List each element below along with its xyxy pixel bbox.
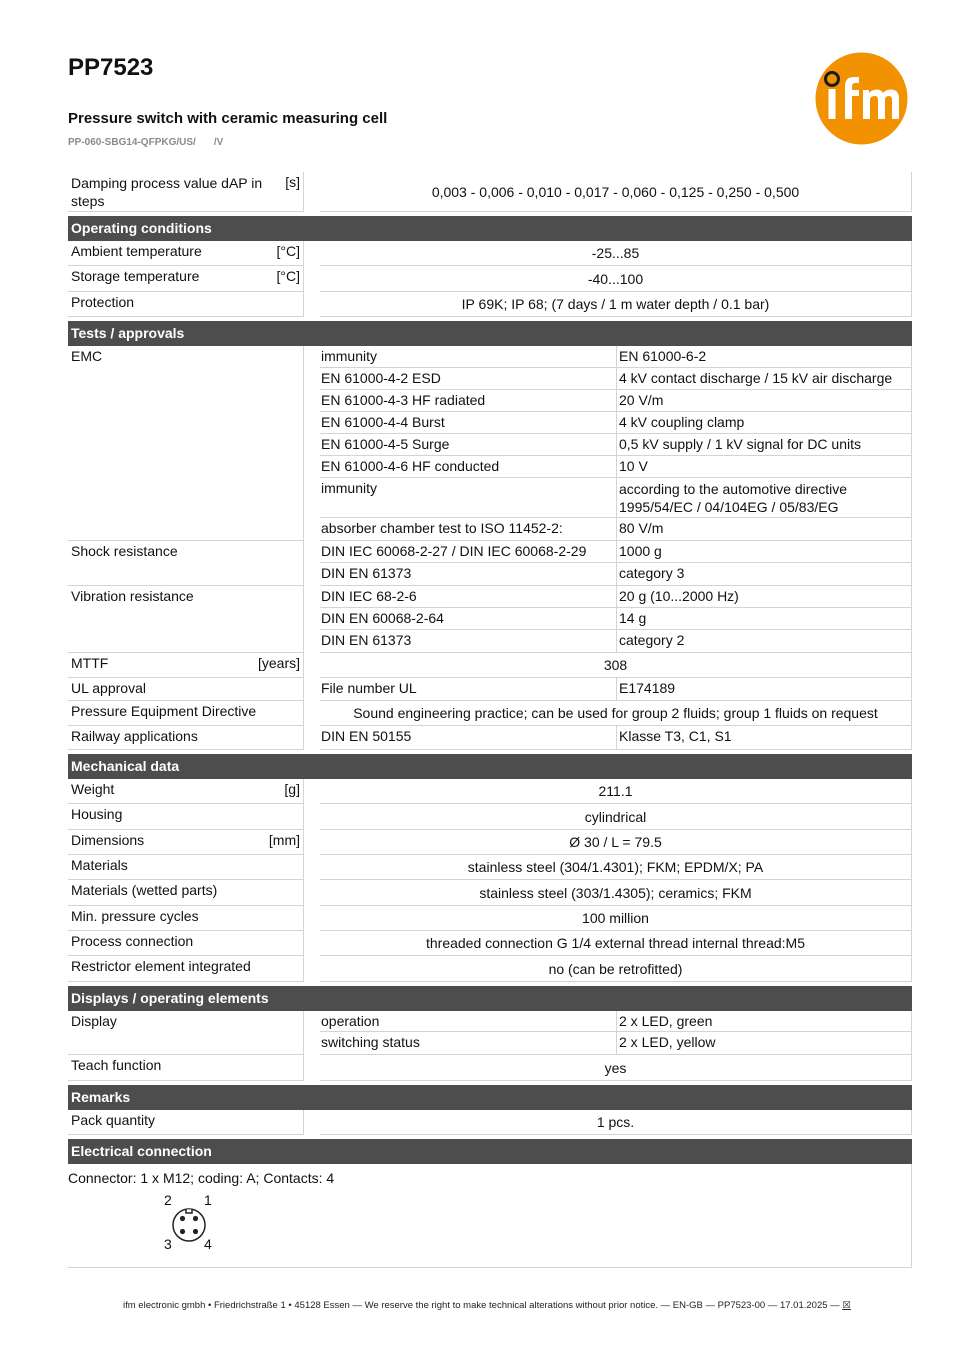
ul-key: File number UL <box>320 678 617 700</box>
value-emc <box>320 346 912 541</box>
value-restrictor: no (can be retrofitted) <box>320 956 912 982</box>
section-displays: Displays / operating elements <box>68 986 912 1011</box>
emc-row <box>320 478 911 518</box>
pin-label-4: 4 <box>204 1236 212 1252</box>
label-display: Display <box>68 1011 304 1055</box>
vibration-key: DIN IEC 68-2-6 <box>320 586 617 607</box>
row-dimensions <box>68 830 912 855</box>
emc-value: 4 kV contact discharge / 15 kV air discharge <box>619 370 893 386</box>
ifm-logo <box>815 52 908 145</box>
row-railway <box>68 726 912 750</box>
display-row <box>320 1011 911 1032</box>
emc-row <box>320 456 911 478</box>
shock-row <box>320 541 911 563</box>
display-key: switching status <box>320 1032 617 1054</box>
label-railway: Railway applications <box>68 726 304 750</box>
product-subtitle: Pressure switch with ceramic measuring cell <box>68 110 388 127</box>
section-mechanical-data: Mechanical data <box>68 754 912 779</box>
unit-dimensions: [mm] <box>268 832 300 848</box>
emc-row <box>320 412 911 434</box>
label-housing: Housing <box>68 804 304 830</box>
label-weight-text: Weight <box>71 781 115 797</box>
emc-key: EN 61000-4-3 HF radiated <box>320 390 617 411</box>
unit-mttf: [years] <box>257 655 300 671</box>
display-value: 2 x LED, yellow <box>619 1034 716 1050</box>
emc-row <box>320 368 911 390</box>
emc-key: immunity <box>320 346 617 367</box>
row-pack <box>68 1110 912 1135</box>
vibration-row <box>320 630 911 652</box>
product-title: PP7523 <box>68 54 154 81</box>
label-protection: Protection <box>68 292 304 317</box>
value-railway <box>320 726 912 750</box>
emc-value: according to the automotive directive 1995/54/EC / 04/104EG / 05/83/EG <box>619 481 848 515</box>
spec-table <box>68 172 912 1268</box>
electrical-box <box>68 1164 912 1268</box>
m12-connector-icon <box>170 1206 208 1244</box>
row-ambient <box>68 241 912 266</box>
display-key: operation <box>320 1011 617 1031</box>
section-remarks: Remarks <box>68 1085 912 1110</box>
emc-value: 20 V/m <box>619 392 664 408</box>
value-damping: 0,003 - 0,006 - 0,010 - 0,017 - 0,060 - 0,125 - 0,250 - 0,500 <box>320 172 912 212</box>
article-code-main: PP-060-SBG14-QFPKG/US/ <box>68 137 196 148</box>
shock-value: 1000 g <box>619 543 662 559</box>
value-shock <box>320 541 912 586</box>
value-materials: stainless steel (304/1.4301); FKM; EPDM/X; PA <box>320 855 912 880</box>
value-ul <box>320 678 912 701</box>
label-dimensions <box>68 830 304 855</box>
row-weight <box>68 779 912 804</box>
vibration-row <box>320 586 911 608</box>
row-housing <box>68 804 912 830</box>
value-process: threaded connection G 1/4 external thread internal thread:M5 <box>320 931 912 956</box>
emc-row <box>320 346 911 368</box>
emc-row <box>320 390 911 412</box>
railway-key: DIN EN 50155 <box>320 726 617 749</box>
label-emc: EMC <box>68 346 304 541</box>
row-cycles <box>68 906 912 931</box>
vibration-value: 14 g <box>619 610 647 626</box>
label-storage-text: Storage temperature <box>71 268 200 284</box>
row-emc <box>68 346 912 541</box>
row-shock <box>68 541 912 586</box>
section-electrical: Electrical connection <box>68 1139 912 1164</box>
value-storage: -40...100 <box>320 266 912 292</box>
emc-value: 10 V <box>619 458 648 474</box>
value-ambient: -25...85 <box>320 241 912 266</box>
label-process: Process connection <box>68 931 304 956</box>
label-dimensions-text: Dimensions <box>71 832 145 848</box>
label-ambient <box>68 241 304 266</box>
label-damping-text: Damping process value dAP in steps <box>71 175 263 209</box>
row-display <box>68 1011 912 1055</box>
emc-row <box>320 434 911 456</box>
shock-value: category 3 <box>619 565 685 581</box>
emc-key: EN 61000-4-5 Surge <box>320 434 617 455</box>
emc-row <box>320 518 911 540</box>
label-mttf-text: MTTF <box>71 655 109 671</box>
label-ul: UL approval <box>68 678 304 701</box>
shock-row <box>320 563 911 585</box>
label-ambient-text: Ambient temperature <box>71 243 202 259</box>
label-damping <box>68 172 304 212</box>
value-ped: Sound engineering practice; can be used for group 2 fluids; group 1 fluids on request <box>320 701 912 726</box>
label-ped: Pressure Equipment Directive <box>68 701 304 726</box>
row-wetted <box>68 880 912 906</box>
value-mttf: 308 <box>320 653 912 678</box>
pin-label-2: 2 <box>164 1192 172 1208</box>
section-operating-conditions: Operating conditions <box>68 216 912 241</box>
pin-label-1: 1 <box>204 1192 212 1208</box>
row-damping <box>68 172 912 212</box>
row-mttf <box>68 653 912 678</box>
article-code-suffix: /V <box>213 137 224 148</box>
label-teach: Teach function <box>68 1055 304 1081</box>
unit-ambient: [°C] <box>276 243 300 259</box>
vibration-key: DIN EN 60068-2-64 <box>320 608 617 629</box>
value-housing: cylindrical <box>320 804 912 830</box>
label-cycles: Min. pressure cycles <box>68 906 304 931</box>
emc-key: immunity <box>320 478 617 517</box>
label-restrictor: Restrictor element integrated <box>68 956 304 982</box>
emc-value: 4 kV coupling clamp <box>619 414 745 430</box>
value-display <box>320 1011 912 1055</box>
row-storage <box>68 266 912 292</box>
emc-key: EN 61000-4-2 ESD <box>320 368 617 389</box>
value-weight: 211.1 <box>320 779 912 804</box>
label-vibration: Vibration resistance <box>68 586 304 653</box>
railway-value: Klasse T3, C1, S1 <box>619 728 732 744</box>
label-materials: Materials <box>68 855 304 880</box>
ul-value: E174189 <box>619 680 676 696</box>
emc-value: EN 61000-6-2 <box>619 348 707 364</box>
label-weight <box>68 779 304 804</box>
display-value: 2 x LED, green <box>619 1013 713 1029</box>
emc-value: 80 V/m <box>619 520 664 536</box>
value-vibration <box>320 586 912 653</box>
emc-value: 0,5 kV supply / 1 kV signal for DC units <box>619 436 861 452</box>
value-wetted: stainless steel (303/1.4305); ceramics; FKM <box>320 880 912 906</box>
row-ped <box>68 701 912 726</box>
connector-description: Connector: 1 x M12; coding: A; Contacts: 4 <box>68 1170 335 1186</box>
footer-mark: ☒ <box>842 1300 851 1311</box>
emc-key: EN 61000-4-4 Burst <box>320 412 617 433</box>
vibration-row <box>320 608 911 630</box>
article-code <box>68 137 223 148</box>
unit-damping: [s] <box>285 174 300 190</box>
pin-label-3: 3 <box>164 1236 172 1252</box>
emc-key: EN 61000-4-6 HF conducted <box>320 456 617 477</box>
value-protection: IP 69K; IP 68; (7 days / 1 m water depth / 0.1 bar) <box>320 292 912 317</box>
unit-weight: [g] <box>284 781 300 797</box>
row-materials <box>68 855 912 880</box>
shock-key: DIN IEC 60068-2-27 / DIN IEC 60068-2-29 <box>320 541 617 562</box>
value-dimensions: Ø 30 / L = 79.5 <box>320 830 912 855</box>
connector-pinout <box>160 1192 220 1254</box>
section-tests-approvals: Tests / approvals <box>68 321 912 346</box>
shock-key: DIN EN 61373 <box>320 563 617 585</box>
footer-text: ifm electronic gmbh • Friedrichstraße 1 • 45128 Essen — We reserve the right to make technical alterations without prior notice. — EN-GB — PP7523-00 — 17.01.2025 — <box>123 1300 840 1311</box>
row-ul <box>68 678 912 701</box>
label-shock: Shock resistance <box>68 541 304 586</box>
value-teach: yes <box>320 1055 912 1081</box>
value-pack: 1 pcs. <box>320 1110 912 1135</box>
row-process <box>68 931 912 956</box>
display-row <box>320 1032 911 1054</box>
emc-key: absorber chamber test to ISO 11452-2: <box>320 518 617 540</box>
row-teach <box>68 1055 912 1081</box>
vibration-value: 20 g (10...2000 Hz) <box>619 588 739 604</box>
row-protection <box>68 292 912 317</box>
label-wetted: Materials (wetted parts) <box>68 880 304 906</box>
label-mttf <box>68 653 304 678</box>
row-vibration <box>68 586 912 653</box>
page-footer <box>123 1300 851 1311</box>
row-restrictor <box>68 956 912 982</box>
label-pack: Pack quantity <box>68 1110 304 1135</box>
label-storage <box>68 266 304 292</box>
unit-storage: [°C] <box>276 268 300 284</box>
vibration-key: DIN EN 61373 <box>320 630 617 652</box>
value-cycles: 100 million <box>320 906 912 931</box>
vibration-value: category 2 <box>619 632 685 648</box>
